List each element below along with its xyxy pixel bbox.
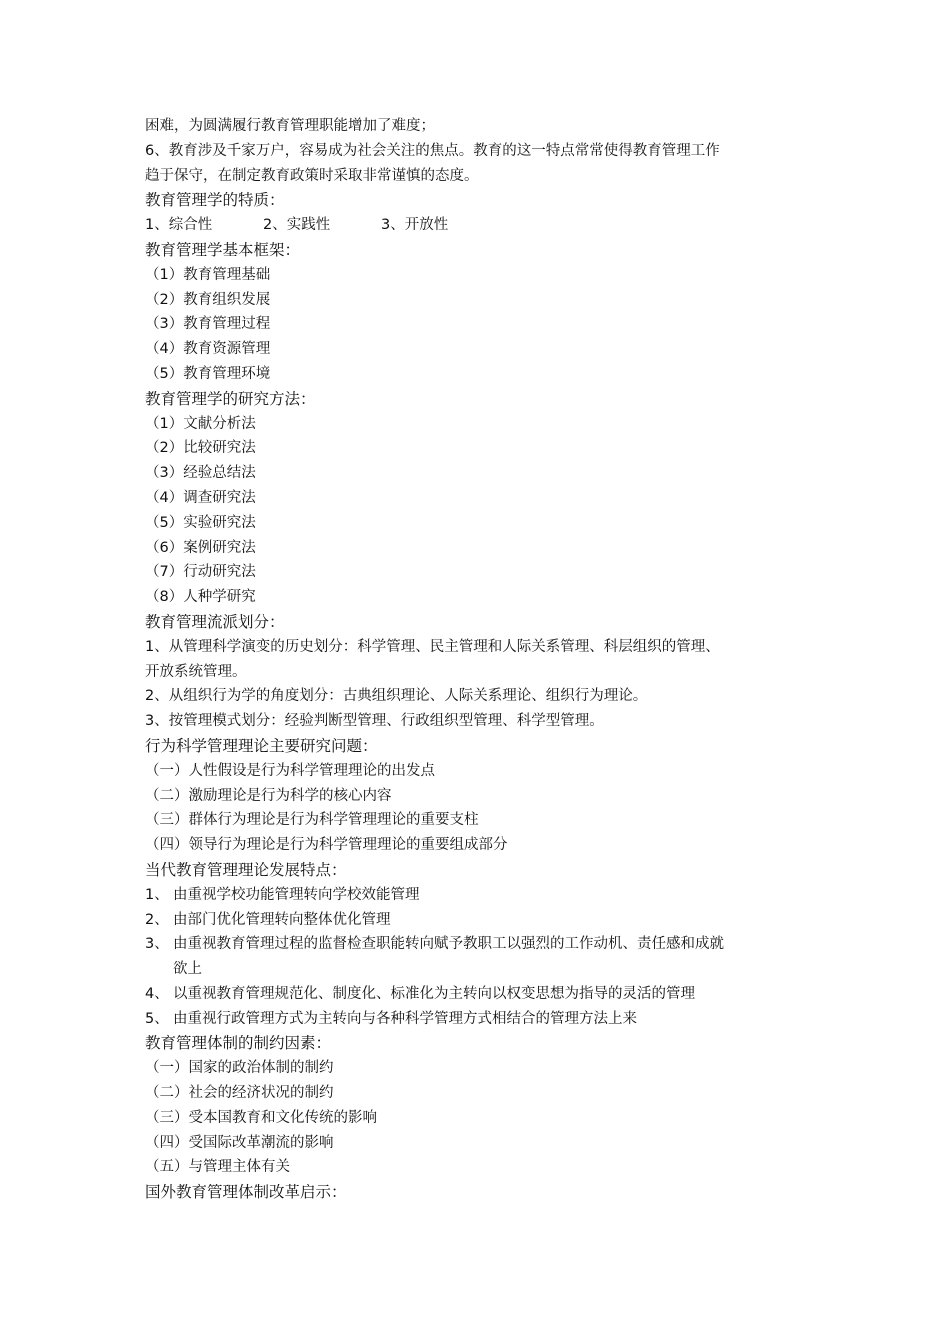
item-text: 由重视教育管理过程的监督检查职能转向赋予教职工以强烈的工作动机、责任感和成就 <box>173 936 724 953</box>
list-item: 2、从组织行为学的角度划分：古典组织理论、人际关系理论、组织行为理论。 <box>145 688 648 705</box>
list-item: 1、从管理科学演变的历史划分：科学管理、民主管理和人际关系管理、科层组织的管理、 <box>145 638 720 655</box>
item-text: 由重视行政管理方式为主转向与各种科学管理方式相结合的管理方法上来 <box>173 1010 637 1027</box>
numbered-item <box>145 883 815 908</box>
list-item: （4）调查研究法 <box>145 489 256 506</box>
intro-line: 困难，为圆满履行教育管理职能增加了难度； <box>145 118 435 134</box>
item-text: 由部门优化管理转向整体优化管理 <box>173 911 391 928</box>
section-heading-framework: 教育管理学基本框架： <box>145 240 301 259</box>
list-item: （三）群体行为理论是行为科学管理理论的重要支柱 <box>145 812 479 829</box>
section-heading-behavior: 行为科学管理理论主要研究问题： <box>145 736 378 755</box>
document-page <box>145 114 815 1205</box>
list-item: （4）教育资源管理 <box>145 341 271 358</box>
item-number: 4、 <box>145 985 169 1002</box>
list-item-continuation: 开放系统管理。 <box>145 663 247 680</box>
item-number: 5、 <box>145 1010 169 1027</box>
item-number: 2、 <box>145 911 169 928</box>
item-number: 1、 <box>145 886 169 903</box>
numbered-item <box>145 982 815 1007</box>
list-item: （一）人性假设是行为科学管理理论的出发点 <box>145 762 435 779</box>
section-heading-constraints: 教育管理体制的制约因素： <box>145 1034 332 1053</box>
list-item: （2）教育组织发展 <box>145 291 271 308</box>
list-item: （7）行动研究法 <box>145 564 256 581</box>
list-item: （四）受国际改革潮流的影响 <box>145 1134 334 1151</box>
list-item: （二）社会的经济状况的制约 <box>145 1085 334 1102</box>
numbered-item-continuation <box>145 957 815 982</box>
item-text: 欲上 <box>173 961 202 978</box>
numbered-item <box>145 932 815 957</box>
list-item: 3、按管理模式划分：经验判断型管理、行政组织型管理、科学型管理。 <box>145 713 604 730</box>
section-heading-contemporary: 当代教育管理理论发展特点： <box>145 860 347 879</box>
list-item: （四）领导行为理论是行为科学管理理论的重要组成部分 <box>145 837 508 854</box>
list-item: （8）人种学研究 <box>145 589 256 606</box>
list-item: （一）国家的政治体制的制约 <box>145 1060 334 1077</box>
trait-item: 2、实践性 <box>263 217 331 234</box>
list-item: （3）教育管理过程 <box>145 316 271 333</box>
section-heading-traits: 教育管理学的特质： <box>145 191 285 210</box>
section-heading-schools: 教育管理流派划分： <box>145 612 285 631</box>
section-heading-foreign: 国外教育管理体制改革启示： <box>145 1183 347 1202</box>
item-number: 3、 <box>145 936 169 953</box>
list-item: （5）实验研究法 <box>145 514 256 531</box>
list-item: （5）教育管理环境 <box>145 365 271 382</box>
list-item: （二）激励理论是行为科学的核心内容 <box>145 787 392 804</box>
section-heading-methods: 教育管理学的研究方法： <box>145 389 316 408</box>
intro-line: 6、教育涉及千家万户，容易成为社会关注的焦点。教育的这一特点常常使得教育管理工作 <box>145 142 720 159</box>
trait-item: 3、开放性 <box>381 217 449 234</box>
trait-item: 1、综合性 <box>145 217 213 234</box>
numbered-item <box>145 1007 815 1032</box>
list-item: （三）受本国教育和文化传统的影响 <box>145 1109 377 1126</box>
list-item: （3）经验总结法 <box>145 465 256 482</box>
list-item: （1）文献分析法 <box>145 415 256 432</box>
item-text: 以重视教育管理规范化、制度化、标准化为主转向以权变思想为指导的灵活的管理 <box>173 985 695 1002</box>
item-text: 由重视学校功能管理转向学校效能管理 <box>173 886 420 903</box>
list-item: （6）案例研究法 <box>145 539 256 556</box>
intro-line: 趋于保守，在制定教育政策时采取非常谨慎的态度。 <box>145 167 479 184</box>
list-item: （2）比较研究法 <box>145 440 256 457</box>
list-item: （1）教育管理基础 <box>145 266 271 283</box>
list-item: （五）与管理主体有关 <box>145 1159 290 1176</box>
numbered-item <box>145 908 815 933</box>
traits-list <box>145 213 815 238</box>
